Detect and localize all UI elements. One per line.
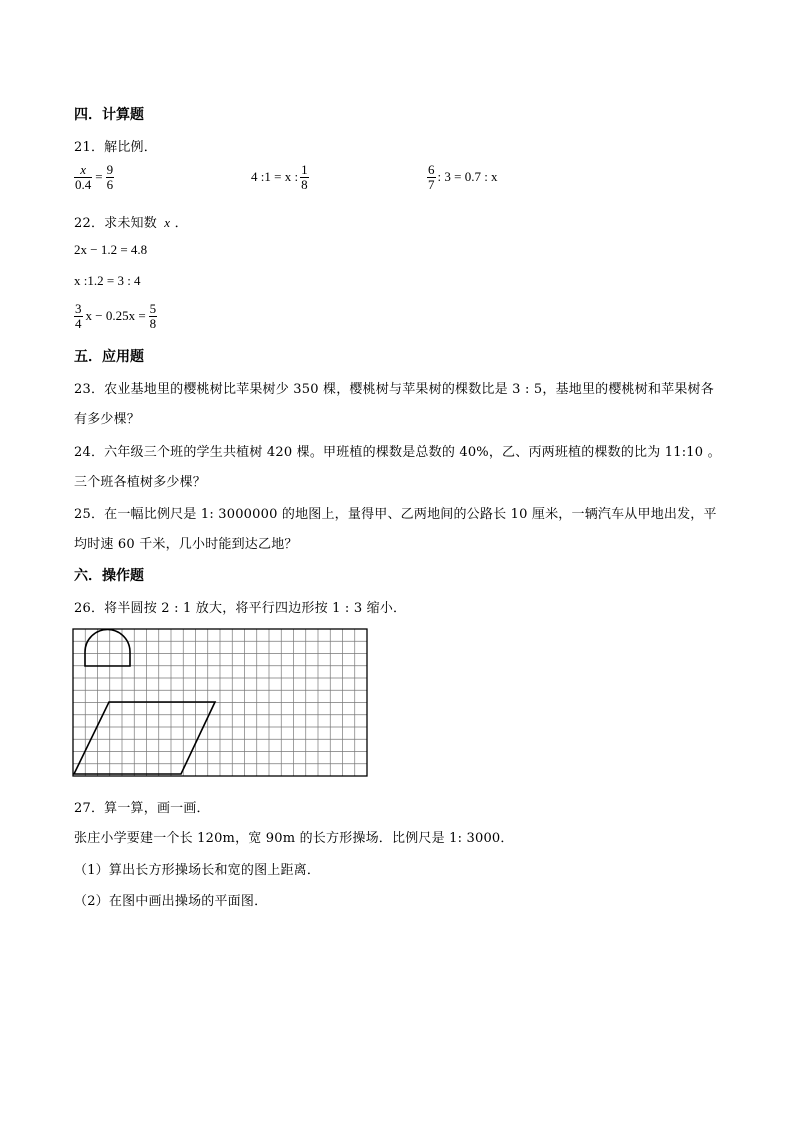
- numerator: 1: [301, 162, 308, 177]
- section-heading-calculation: 四．计算题: [74, 107, 144, 123]
- q22-title-variable: x: [164, 215, 171, 230]
- fraction: [74, 302, 83, 330]
- grid-figure: [72, 628, 368, 777]
- numerator: 9: [106, 162, 114, 177]
- section-heading-application: 五．应用题: [74, 349, 144, 365]
- question-24-line-1: 24．六年级三个班的学生共植树 420 棵。甲班植的棵数是总数的 40%，乙、丙两班植的棵数的比为 11:10 。: [74, 445, 721, 460]
- q22-title-end: ．: [174, 216, 188, 231]
- q21-equation-3: [427, 163, 498, 191]
- question-23-line-1: 23．农业基地里的樱桃树比苹果树少 350 棵，樱桃树与苹果树的棵数比是 3 : 5，基地里的樱桃树和苹果树各: [74, 382, 714, 397]
- equation-rhs: : 3 = 0.7 : x: [437, 169, 498, 185]
- fraction: [427, 163, 436, 191]
- numerator: 3: [75, 301, 82, 316]
- question-26-title: 26．将半圆按 2 : 1 放大，将平行四边形按 1 : 3 缩小．: [74, 601, 407, 616]
- fraction: [149, 302, 158, 330]
- semicircle-shape: [85, 630, 130, 667]
- denominator: 0.4: [75, 176, 92, 192]
- question-25-line-1: 25．在一幅比例尺是 1: 3000000 的地图上，量得甲、乙两地间的公路长 10 厘米，一辆汽车从甲地出发，平: [74, 507, 717, 522]
- q21-equation-2: [251, 163, 309, 191]
- question-21-title: 21．解比例．: [74, 140, 157, 155]
- fraction: [106, 163, 115, 191]
- denominator: 7: [428, 176, 435, 192]
- question-27-part-2: （2）在图中画出操场的平面图．: [74, 894, 268, 909]
- equation-middle: x − 0.25x =: [85, 308, 146, 324]
- q22-equation-2: x :1.2 = 3 : 4: [74, 273, 141, 288]
- equation-lhs: 4 :1 = x :: [251, 169, 299, 185]
- question-25-line-2: 均时速 60 千米，几小时能到达乙地？: [74, 537, 298, 552]
- fraction: [300, 163, 309, 191]
- denominator: 8: [149, 315, 157, 331]
- equals-sign: =: [95, 169, 103, 185]
- denominator: 8: [301, 176, 308, 192]
- question-24-line-2: 三个班各植树多少棵？: [74, 475, 207, 490]
- q21-equation-1: [74, 163, 114, 191]
- question-23-line-2: 有多少棵？: [74, 412, 141, 427]
- numerator: 5: [149, 301, 157, 316]
- denominator: 4: [75, 315, 82, 331]
- parallelogram-shape: [74, 702, 215, 774]
- section-heading-operation: 六．操作题: [74, 568, 144, 584]
- question-22-title: [74, 212, 188, 231]
- numerator: x: [74, 163, 92, 178]
- fraction: [74, 163, 92, 191]
- denominator: 6: [106, 176, 114, 192]
- numerator: 6: [428, 162, 435, 177]
- question-27-part-1: （1）算出长方形操场长和宽的图上距离．: [74, 863, 321, 878]
- q22-title-text: 22．求未知数: [74, 216, 157, 231]
- q22-equation-3: [74, 302, 157, 330]
- q22-equation-1: 2x − 1.2 = 4.8: [74, 242, 148, 257]
- question-27-description: 张庄小学要建一个长 120m，宽 90m 的长方形操场．比例尺是 1: 3000．: [74, 831, 514, 846]
- question-27-title: 27．算一算，画一画．: [74, 801, 210, 816]
